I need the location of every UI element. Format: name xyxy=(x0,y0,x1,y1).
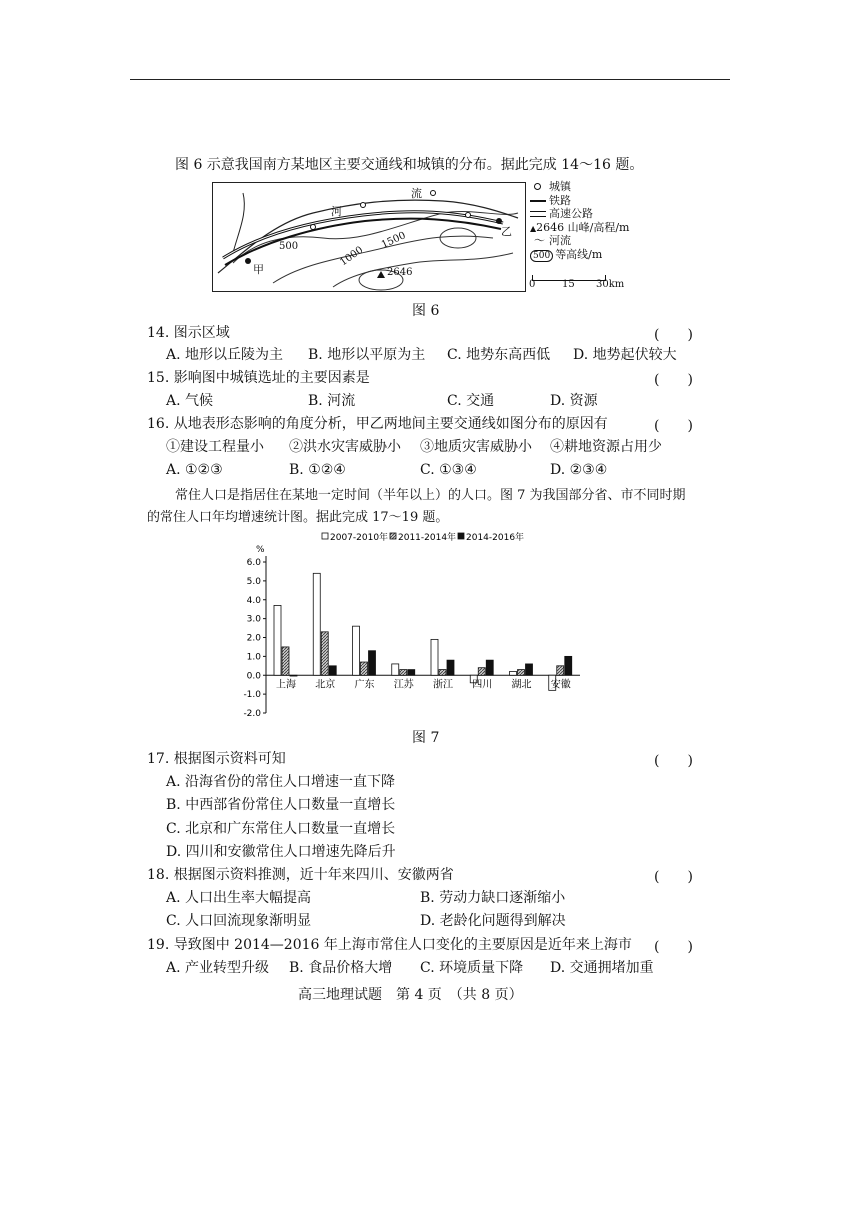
q15-stem: 15. 影响图中城镇选址的主要因素是 xyxy=(147,370,370,386)
q17-option-d[interactable]: D. 四川和安徽常住人口增速先降后升 xyxy=(166,844,396,860)
y-tick-label: 0.0 xyxy=(246,671,261,682)
legend-swatch-0 xyxy=(322,533,328,539)
q18-stem: 18. 根据图示资料推测，近十年来四川、安徽两省 xyxy=(147,867,454,883)
bar-3-2 xyxy=(408,670,415,676)
q15-answer-paren: ( ) xyxy=(654,372,693,388)
category-label: 安徽 xyxy=(550,679,571,691)
bar-1-1 xyxy=(321,632,328,675)
q15-option-a[interactable]: A. 气候 xyxy=(166,393,214,409)
bar-0-2 xyxy=(290,675,297,676)
map-scale: 0 15 30km xyxy=(528,275,618,293)
legend-swatch-1 xyxy=(390,533,396,539)
legend-contour: 500 等高线/m xyxy=(530,248,630,262)
population-growth-chart xyxy=(230,530,590,720)
bar-5-1 xyxy=(478,668,485,676)
q14-option-a[interactable]: A. 地形以丘陵为主 xyxy=(166,347,284,363)
bar-4-0 xyxy=(431,639,438,675)
q19-option-a[interactable]: A. 产业转型升级 xyxy=(166,960,270,976)
q16-option-d[interactable]: D. ②③④ xyxy=(550,462,608,478)
bar-3-0 xyxy=(392,664,399,675)
y-tick-label: 1.0 xyxy=(246,652,261,663)
bar-1-0 xyxy=(313,573,320,675)
top-rule xyxy=(130,79,730,80)
category-label: 广东 xyxy=(354,679,375,691)
q14-option-b[interactable]: B. 地形以平原为主 xyxy=(308,347,426,363)
q18-option-d[interactable]: D. 老龄化问题得到解决 xyxy=(420,913,566,929)
q16-option-c[interactable]: C. ①③④ xyxy=(420,462,477,478)
q15-option-d[interactable]: D. 资源 xyxy=(550,393,598,409)
q17-stem: 17. 根据图示资料可知 xyxy=(147,751,286,767)
q16-option-b[interactable]: B. ①②④ xyxy=(289,462,346,478)
q17-option-b[interactable]: B. 中西部省份常住人口数量一直增长 xyxy=(166,797,396,813)
map-label-river-2: 流 xyxy=(411,187,422,200)
map-figure-6 xyxy=(212,182,526,292)
category-label: 上海 xyxy=(276,679,296,691)
y-axis-unit: % xyxy=(256,545,265,555)
q14-option-d[interactable]: D. 地势起伏较大 xyxy=(573,347,677,363)
q16-answer-paren: ( ) xyxy=(654,418,693,434)
y-tick-label: 5.0 xyxy=(246,576,261,587)
legend-highway: 高速公路 xyxy=(530,207,630,221)
bar-6-1 xyxy=(518,670,525,676)
intro-fig7-line1: 常住人口是指居住在某地一定时间（半年以上）的人口。图 7 为我国部分省、市不同时期 xyxy=(175,488,686,503)
y-tick-label: -1.0 xyxy=(243,690,261,701)
q17-option-a[interactable]: A. 沿海省份的常住人口增速一直下降 xyxy=(166,774,396,790)
figure-6-caption: 图 6 xyxy=(412,303,440,319)
q19-answer-paren: ( ) xyxy=(654,939,693,955)
bar-3-1 xyxy=(400,670,407,676)
chart-figure-7 xyxy=(230,530,590,720)
q17-option-c[interactable]: C. 北京和广东常住人口数量一直增长 xyxy=(166,821,396,837)
bar-4-2 xyxy=(447,660,454,675)
y-tick-label: 3.0 xyxy=(246,614,261,625)
map-label-peak: 2646 xyxy=(387,267,413,278)
page-footer: 高三地理试题 第 4 页 （共 8 页） xyxy=(298,987,523,1003)
bar-1-2 xyxy=(329,666,336,675)
category-label: 浙江 xyxy=(433,679,453,691)
legend-railway: 铁路 xyxy=(530,194,630,208)
legend-town: 城镇 xyxy=(530,180,630,194)
bar-4-1 xyxy=(439,670,446,676)
q18-option-b[interactable]: B. 劳动力缺口逐渐缩小 xyxy=(420,890,566,906)
legend-label-1: 2011-2014年 xyxy=(398,533,457,543)
q18-option-c[interactable]: C. 人口回流现象渐明显 xyxy=(166,913,312,929)
category-label: 四川 xyxy=(472,679,493,691)
legend-peak: ▲2646 山峰/高程/m xyxy=(530,220,630,234)
q16-item-2: ②洪水灾害威胁小 xyxy=(289,439,401,455)
q19-stem: 19. 导致图中 2014—2016 年上海市常住人口变化的主要原因是近年来上海市 xyxy=(147,937,632,953)
intro-fig7-line2: 的常住人口年均增速统计图。据此完成 17～19 题。 xyxy=(147,510,449,525)
y-tick-label: 4.0 xyxy=(246,595,261,606)
q18-option-a[interactable]: A. 人口出生率大幅提高 xyxy=(166,890,312,906)
bar-6-0 xyxy=(510,671,517,675)
q15-option-c[interactable]: C. 交通 xyxy=(447,393,495,409)
q16-option-a[interactable]: A. ①②③ xyxy=(166,462,223,478)
bar-0-0 xyxy=(274,605,281,675)
bar-5-2 xyxy=(486,660,493,675)
q17-answer-paren: ( ) xyxy=(654,753,693,769)
legend-label-2: 2014-2016年 xyxy=(466,533,525,543)
q16-item-1: ①建设工程量小 xyxy=(166,439,264,455)
category-label: 北京 xyxy=(315,679,336,691)
q19-option-d[interactable]: D. 交通拥堵加重 xyxy=(550,960,654,976)
map-legend xyxy=(530,180,630,261)
bar-2-1 xyxy=(361,662,368,675)
q14-stem: 14. 图示区域 xyxy=(147,325,230,341)
q15-option-b[interactable]: B. 河流 xyxy=(308,393,356,409)
intro-fig6: 图 6 示意我国南方某地区主要交通线和城镇的分布。据此完成 14～16 题。 xyxy=(175,157,644,173)
y-tick-label: 6.0 xyxy=(246,558,261,568)
q14-answer-paren: ( ) xyxy=(654,327,693,343)
legend-river: 〜 河流 xyxy=(534,234,571,247)
category-label: 湖北 xyxy=(511,679,532,691)
figure-7-caption: 图 7 xyxy=(412,730,440,746)
bar-2-0 xyxy=(353,626,360,675)
legend-swatch-2 xyxy=(458,533,464,539)
map-label-contour-1500: 1500 xyxy=(379,230,408,251)
y-tick-label: 2.0 xyxy=(246,633,261,644)
bar-2-2 xyxy=(369,651,376,676)
q16-stem: 16. 从地表形态影响的角度分析，甲乙两地间主要交通线如图分布的原因有 xyxy=(147,416,608,432)
q14-option-c[interactable]: C. 地势东高西低 xyxy=(447,347,551,363)
q19-option-c[interactable]: C. 环境质量下降 xyxy=(420,960,524,976)
map-label-river-1: 河 xyxy=(331,205,342,218)
category-label: 江苏 xyxy=(393,679,414,691)
map-label-contour-500: 500 xyxy=(279,241,299,252)
q16-item-3: ③地质灾害威胁小 xyxy=(420,439,532,455)
bar-7-2 xyxy=(565,656,572,675)
bar-6-2 xyxy=(526,664,533,675)
map-label-contour-1000: 1000 xyxy=(338,244,366,269)
y-tick-label: -2.0 xyxy=(243,709,261,719)
bar-0-1 xyxy=(282,647,289,675)
map-label-yi: 乙 xyxy=(501,225,512,238)
map-label-jia: 甲 xyxy=(253,263,264,276)
bar-7-1 xyxy=(557,666,564,675)
q16-item-4: ④耕地资源占用少 xyxy=(550,439,662,455)
q18-answer-paren: ( ) xyxy=(654,869,693,885)
q19-option-b[interactable]: B. 食品价格大增 xyxy=(289,960,393,976)
legend-label-0: 2007-2010年 xyxy=(330,533,389,543)
